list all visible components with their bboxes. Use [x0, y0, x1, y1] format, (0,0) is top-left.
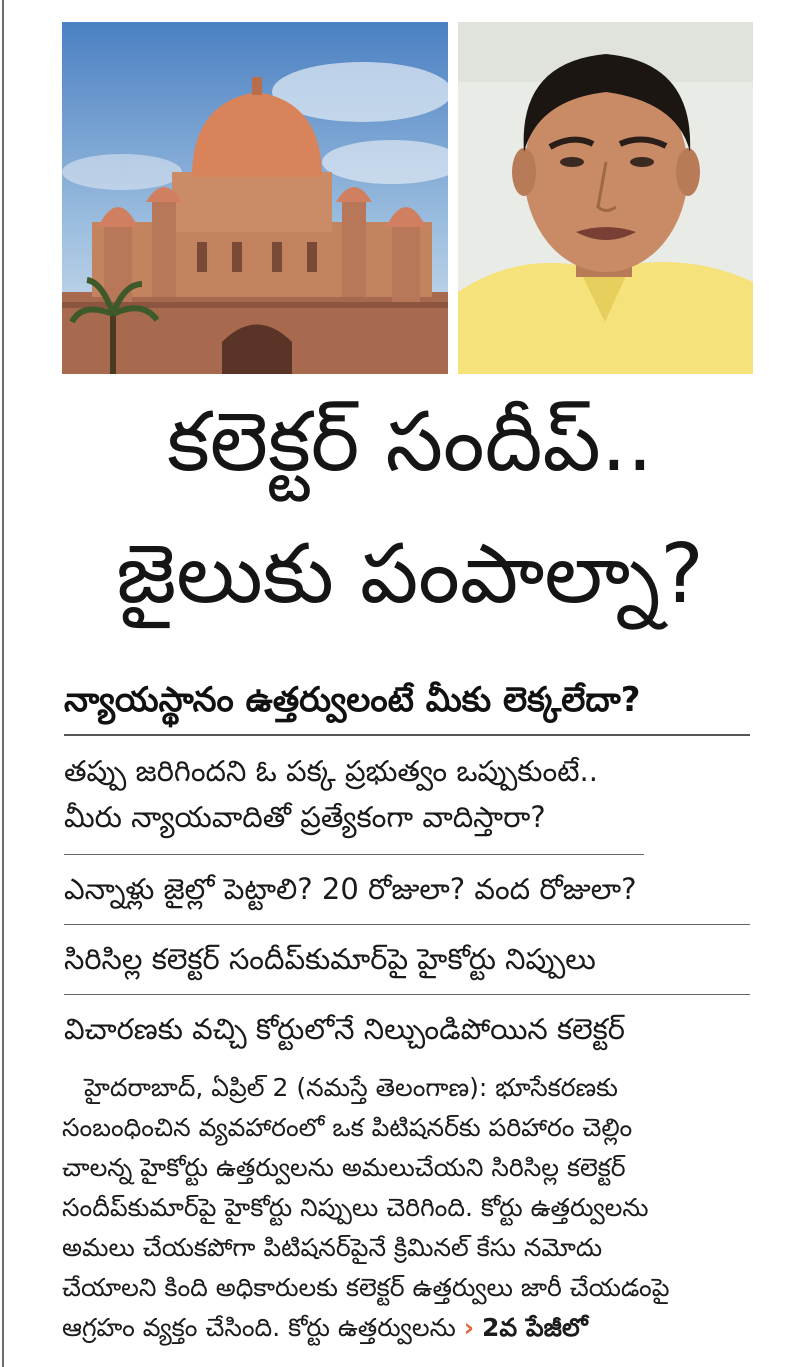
deck-line: ఎన్నాళ్లు జైల్లో పెట్టాలి? 20 రోజులా? వంద రోజులా?: [64, 872, 637, 906]
column-rule: [2, 0, 4, 1367]
continued-on-page-link[interactable]: 2వ పేజీలో: [482, 1313, 588, 1342]
deck-divider: [64, 854, 644, 855]
subheadline: న్యాయస్థానం ఉత్తర్వులంటే మీకు లెక్కలేదా?: [64, 680, 641, 720]
deck-line: సిరిసిల్ల కలెక్టర్ సందీప్‌కుమార్‌పై హైకోర్టు నిప్పులు: [64, 942, 596, 976]
body-line: హైదరాబాద్, ఏప్రిల్ 2 (నమస్తే తెలంగాణ): భూసేకరణకు: [84, 1073, 618, 1102]
body-line-last: [62, 1308, 752, 1348]
continued-arrow-icon: ›: [463, 1313, 475, 1342]
body-line: అమలు చేయకపోగా పిటిషనర్‌పైనే క్రిమినల్ కేసు నమోదు: [62, 1233, 603, 1262]
body-last-text: ఆగ్రహం వ్యక్తం చేసింది. కోర్టు ఉత్తర్వులను: [62, 1313, 456, 1342]
deck-line: విచారణకు వచ్చి కోర్టులోనే నిల్చుండిపోయిన కలెక్టర్: [64, 1012, 625, 1046]
headline-line-1: కలెక్టర్ సందీప్..: [167, 395, 653, 490]
body-line: చాలన్న హైకోర్టు ఉత్తర్వులను అమలుచేయని సిరిసిల్ల కలెక్టర్: [62, 1153, 626, 1182]
deck-divider: [64, 924, 750, 925]
article-body: [62, 1068, 752, 1348]
deck-divider: [64, 994, 750, 995]
body-line: చేయాలని కింది అధికారులకు కలెక్టర్ ఉత్తర్వులు జారీ చేయడంపై: [62, 1273, 670, 1302]
headline-line-2: జైలుకు పంపాల్నా?: [116, 527, 704, 622]
deck-line: తప్పు జరిగిందని ఓ పక్క ప్రభుత్వం ఒప్పుకుంటే..: [64, 754, 598, 788]
body-line: సంబంధించిన వ్యవహారంలో ఒక పిటిషనర్‌కు పరిహారం చెల్లిం: [62, 1113, 633, 1142]
collector-portrait-photo: [458, 22, 753, 374]
body-line: సందీప్‌కుమార్‌పై హైకోర్టు నిప్పులు చెరిగింది. కోర్టు ఉత్తర్వులను: [62, 1193, 649, 1222]
high-court-photo: [62, 22, 448, 374]
subhead-underline: [64, 734, 750, 736]
deck-line: మీరు న్యాయవాదితో ప్రత్యేకంగా వాదిస్తారా?: [64, 800, 546, 834]
